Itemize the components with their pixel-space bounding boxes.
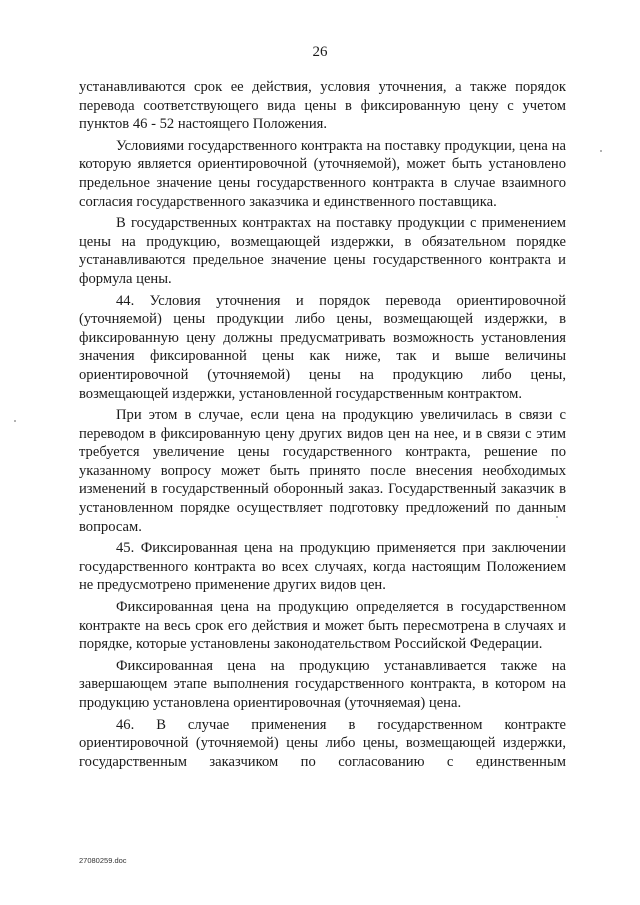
document-body bbox=[79, 78, 566, 774]
page-number: 26 bbox=[312, 44, 328, 60]
paragraph-clause-46: 46. В случае применения в государственном контракте ориентировочной (уточняемой) цены либо цены, возмещающей издержки, государственным заказчиком по согласованию с единственным bbox=[79, 716, 566, 770]
paragraph-clause-45-final-stage: Фиксированная цена на продукцию устанавливается также на завершающем этапе выполнения государственного контракта, в котором на продукцию установлена ориентировочная (уточняемая) цена. bbox=[79, 657, 566, 711]
scan-speck bbox=[556, 516, 558, 518]
paragraph-continuation: устанавливаются срок ее действия, условия уточнения, а также порядок перевода соответствующего вида цены в фиксированную цену с учетом пунктов 46 - 52 настоящего Положения. bbox=[79, 79, 566, 133]
paragraph-clause-45-term: Фиксированная цена на продукцию определяется в государственном контракте на весь срок его действия и может быть пересмотрена в случаях и порядке, которые установлены законодательством Российской Федерации. bbox=[79, 599, 566, 653]
paragraph-clause-45: 45. Фиксированная цена на продукцию применяется при заключении государственного контракта во всех случаях, когда настоящим Положением не предусмотрено применение других видов цен. bbox=[79, 540, 566, 594]
scan-speck bbox=[14, 420, 16, 422]
footer-document-code: 27080259.doc bbox=[79, 856, 127, 865]
paragraph-clause-44-price-increase: При этом в случае, если цена на продукцию увеличилась в связи с переводом в фиксированную цену других видов цен на нее, и в связи с этим требуется увеличение цены государственного контракта, решение по указанному вопросу может быть принято после внесения необходимых изменений в государственный оборонный заказ. Государственный заказчик в установленном порядке осуществляет подготовку предложений по данным вопросам. bbox=[79, 407, 566, 535]
paragraph-cost-reimbursement: В государственных контрактах на поставку продукции с применением цены на продукцию, возмещающей издержки, в обязательном порядке устанавливаются предельное значение цены государственного контракта и формула цены. bbox=[79, 215, 566, 287]
paragraph-clause-44: 44. Условия уточнения и порядок перевода ориентировочной (уточняемой) цены продукции либо цены, возмещающей издержки, в фиксированную цену должны предусматривать возможность установления значения фиксированной цены как ниже, так и выше величины ориентировочной (уточняемой) цены на продукцию либо цены, возмещающей издержки, установленной государственным контрактом. bbox=[79, 292, 566, 402]
scan-speck bbox=[600, 150, 602, 152]
paragraph-price-limit: Условиями государственного контракта на поставку продукции, цена на которую является ориентировочной (уточняемой), может быть установлено предельное значение цены государственного контракта в случае взаимного согласия государственного заказчика и единственного поставщика. bbox=[79, 137, 566, 210]
